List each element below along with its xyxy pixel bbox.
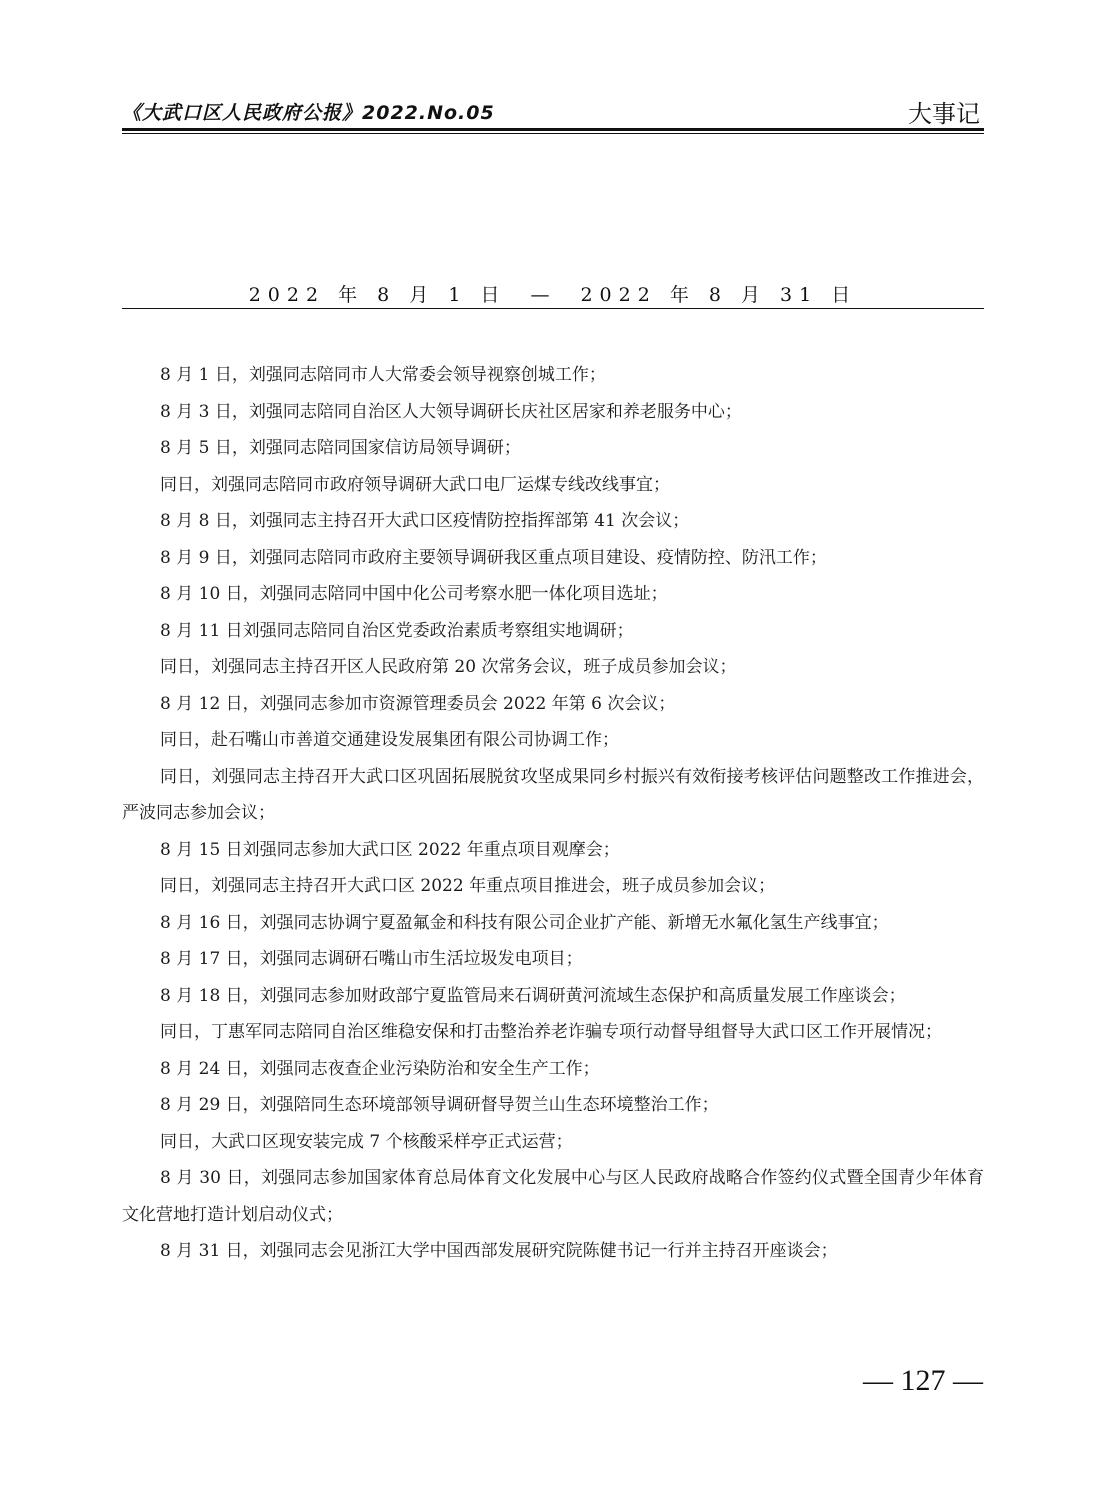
event-entry: 8 月 1 日，刘强同志陪同市人大常委会领导视察创城工作； xyxy=(160,365,606,385)
event-entry: 8 月 29 日，刘强陪同生态环境部领导调研督导贺兰山生态环境整治工作； xyxy=(160,1095,719,1115)
event-entry: 8 月 11 日刘强同志陪同自治区党委政治素质考察组实地调研； xyxy=(160,620,634,641)
event-list xyxy=(122,357,984,1270)
event-entry: 8 月 18 日，刘强同志参加财政部宁夏监管局来石调研黄河流域生态保护和高质量发展工作座谈会； xyxy=(160,985,906,1006)
event-entry: 8 月 30 日，刘强同志参加国家体育总局体育文化发展中心与区人民政府战略合作签约仪式暨全国青少年体育文化营地打造计划启动仪式； xyxy=(122,1168,984,1225)
event-entry: 同日，赴石嘴山市善道交通建设发展集团有限公司协调工作； xyxy=(160,730,619,750)
event-entry: 同日，刘强同志陪同市政府领导调研大武口电厂运煤专线改线事宜； xyxy=(160,474,670,495)
page-number: — 127 — xyxy=(863,1364,983,1397)
event-entry: 8 月 16 日，刘强同志协调宁夏盈氟金和科技有限公司企业扩产能、新增无水氟化氢生产线事宜； xyxy=(160,912,889,933)
section-title: 大事记 xyxy=(908,100,980,128)
page-header xyxy=(122,92,984,128)
event-entry: 同日，刘强同志主持召开区人民政府第 20 次常务会议，班子成员参加会议； xyxy=(160,657,737,677)
event-entry: 8 月 3 日，刘强同志陪同自治区人大领导调研长庆社区居家和养老服务中心； xyxy=(160,401,742,422)
header-rule-thick xyxy=(122,128,984,131)
event-entry: 同日，大武口区现安装完成 7 个核酸采样亭正式运营； xyxy=(160,1131,573,1152)
date-separator: — xyxy=(530,284,557,306)
event-entry: 8 月 5 日，刘强同志陪同国家信访局领导调研； xyxy=(160,438,521,458)
header-rule-thin xyxy=(122,133,984,134)
date-start: 2022 年 8 月 1 日 xyxy=(248,284,507,306)
event-entry: 8 月 31 日，刘强同志会见浙江大学中国西部发展研究院陈健书记一行并主持召开座谈会； xyxy=(160,1241,838,1261)
date-range xyxy=(122,280,984,308)
date-range-rule xyxy=(122,308,984,309)
event-entry: 8 月 12 日，刘强同志参加市资源管理委员会 2022 年第 6 次会议； xyxy=(160,693,676,714)
event-entry: 同日，刘强同志主持召开大武口区巩固拓展脱贫攻坚成果同乡村振兴有效衔接考核评估问题整改工作推进会，严波同志参加会议； xyxy=(122,766,984,823)
event-entry: 8 月 10 日，刘强同志陪同中国中化公司考察水肥一体化项目选址； xyxy=(160,584,668,604)
event-entry: 同日，丁惠军同志陪同自治区维稳安保和打击整治养老诈骗专项行动督导组督导大武口区工作开展情况； xyxy=(160,1022,942,1042)
event-entry: 8 月 24 日，刘强同志夜查企业污染防治和安全生产工作； xyxy=(160,1058,600,1079)
event-entry: 同日，刘强同志主持召开大武口区 2022 年重点项目推进会，班子成员参加会议； xyxy=(160,876,776,896)
event-entry: 8 月 17 日，刘强同志调研石嘴山市生活垃圾发电项目； xyxy=(160,949,583,969)
date-end: 2022 年 8 月 31 日 xyxy=(580,284,858,306)
event-entry: 8 月 8 日，刘强同志主持召开大武口区疫情防控指挥部第 41 次会议； xyxy=(160,511,690,531)
event-entry: 8 月 15 日刘强同志参加大武口区 2022 年重点项目观摩会； xyxy=(160,839,620,860)
publication-title: 《大武口区人民政府公报》2022.No.05 xyxy=(122,102,495,124)
event-entry: 8 月 9 日，刘强同志陪同市政府主要领导调研我区重点项目建设、疫情防控、防汛工作； xyxy=(160,547,827,568)
